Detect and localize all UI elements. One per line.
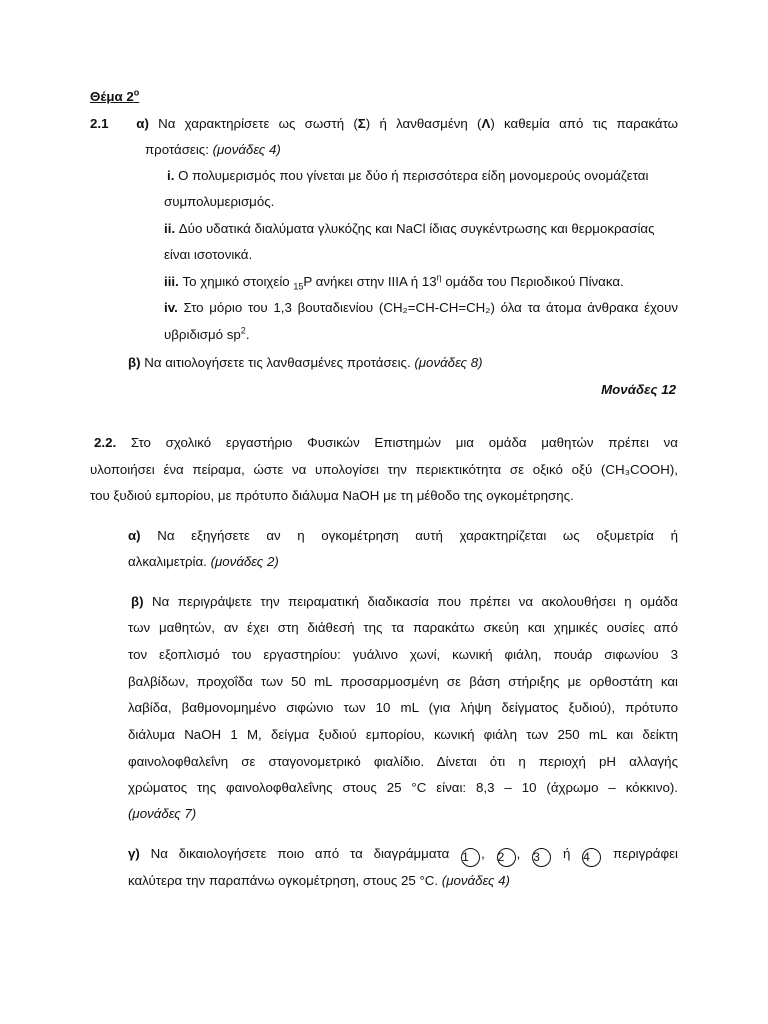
q22-part-b-5: λαβίδα, βαθμονομημένο σιφώνιο των 10 mL (για λήψη δείγματος ξυδιού), πρότυπο bbox=[128, 700, 678, 715]
diagram-3-marker: 3 bbox=[532, 848, 551, 867]
q22-part-b-1: β) Να περιγράψετε την πειραματική διαδικασία που πρέπει να ακολουθήσει η ομάδα bbox=[131, 594, 678, 609]
diagram-4-marker: 4 bbox=[582, 848, 601, 867]
q22-part-c: γ) Να δικαιολογήσετε ποιο από τα διαγράμματα 1 , 2 , 3 ή 4 περιγράφει bbox=[128, 846, 678, 867]
q22-part-c-cont: καλύτερα την παραπάνω ογκομέτρηση, στους 25 °C. (μονάδες 4) bbox=[128, 873, 510, 888]
q22-part-b-6: διάλυμα NaOH 1 M, δείγμα ξυδιού εμπορίου, κωνική φιάλη των 250 mL και δείκτη bbox=[128, 727, 678, 742]
q22-intro-1: 2.2. Στο σχολικό εργαστήριο Φυσικών Επιστημών μια ομάδα μαθητών πρέπει να bbox=[94, 435, 678, 450]
q22-part-b-2: των μαθητών, αν έχει στη διάθεσή της τα παρακάτω σκεύη και χημικές ουσίες από bbox=[128, 620, 678, 635]
q22-part-b-4: βαλβίδων, προχοΐδα των 50 mL προσαρμοσμένη σε βάση στήριξης με ορθοστάτη και bbox=[128, 674, 678, 689]
q21-line2: προτάσεις: (μονάδες 4) bbox=[145, 142, 281, 157]
q22-part-b-8: χρώματος της φαινολοφθαλεΐνης στους 25 °C είναι: 8,3 – 10 (άχρωμο – κόκκινο). bbox=[128, 780, 678, 795]
q22-part-a: α) Να εξηγήσετε αν η ογκομέτρηση αυτή χαρακτηρίζεται ως οξυμετρία ή bbox=[128, 528, 678, 543]
q22-part-b-marks: (μονάδες 7) bbox=[128, 806, 197, 821]
statement-i: i. Ο πολυμερισμός που γίνεται με δύο ή περισσότερα είδη μονομερούς ονομάζεται bbox=[167, 168, 649, 183]
section-heading: Θέμα $2^o$ bbox=[90, 87, 140, 104]
q22-part-b-3: τον εξοπλισμό του εργαστηρίου: γυάλινο χωνί, κωνική φιάλη, πουάρ σιφωνίου 3 bbox=[128, 647, 678, 662]
statement-ii: ii. Δύο υδατικά διαλύματα γλυκόζης και NaCl ίδιας συγκέντρωσης και θερμοκρασίας bbox=[164, 221, 655, 236]
diagram-1-marker: 1 bbox=[461, 848, 480, 867]
statement-ii-cont: είναι ισοτονικά. bbox=[164, 247, 253, 262]
q22-intro-2: υλοποιήσει ένα πείραμα, ώστε να υπολογίσει την περιεκτικότητα σε οξικό οξύ (CH₃COOH), bbox=[90, 462, 678, 477]
q21-part-b: β) Να αιτιολογήσετε τις λανθασμένες προτάσεις. (μονάδες 8) bbox=[128, 355, 483, 370]
statement-iv-cont: υβριδισμό $sp^2$. bbox=[164, 325, 250, 342]
q22-intro-3: του ξυδιού εμπορίου, με πρότυπο διάλυμα NaOH με τη μέθοδο της ογκομέτρησης. bbox=[90, 488, 574, 503]
statement-iii: iii. Το χημικό στοιχείο $_{15}$P ανήκει στην IIIA ή $13^\eta$ ομάδα του Περιοδικού Πίνακα. bbox=[164, 272, 624, 292]
diagram-2-marker: 2 bbox=[497, 848, 516, 867]
q22-part-a-cont: αλκαλιμετρία. (μονάδες 2) bbox=[128, 554, 279, 569]
statement-iv: iv. Στο μόριο του 1,3 βουταδιενίου (CH₂=CH-CH=CH₂) όλα τα άτομα άνθρακα έχουν bbox=[164, 300, 678, 315]
q21-total-marks: Μονάδες 12 bbox=[601, 382, 676, 397]
q22-part-b-7: φαινολοφθαλεΐνη σε σταγονομετρικό φιαλίδιο. Δίνεται ότι η περιοχή pH αλλαγής bbox=[128, 754, 678, 769]
statement-i-cont: συμπολυμερισμός. bbox=[164, 194, 275, 209]
q21-line1: 2.1 α) Να χαρακτηρίσετε ως σωστή (Σ) ή λανθασμένη (Λ) καθεμία από τις παρακάτω bbox=[90, 116, 679, 131]
